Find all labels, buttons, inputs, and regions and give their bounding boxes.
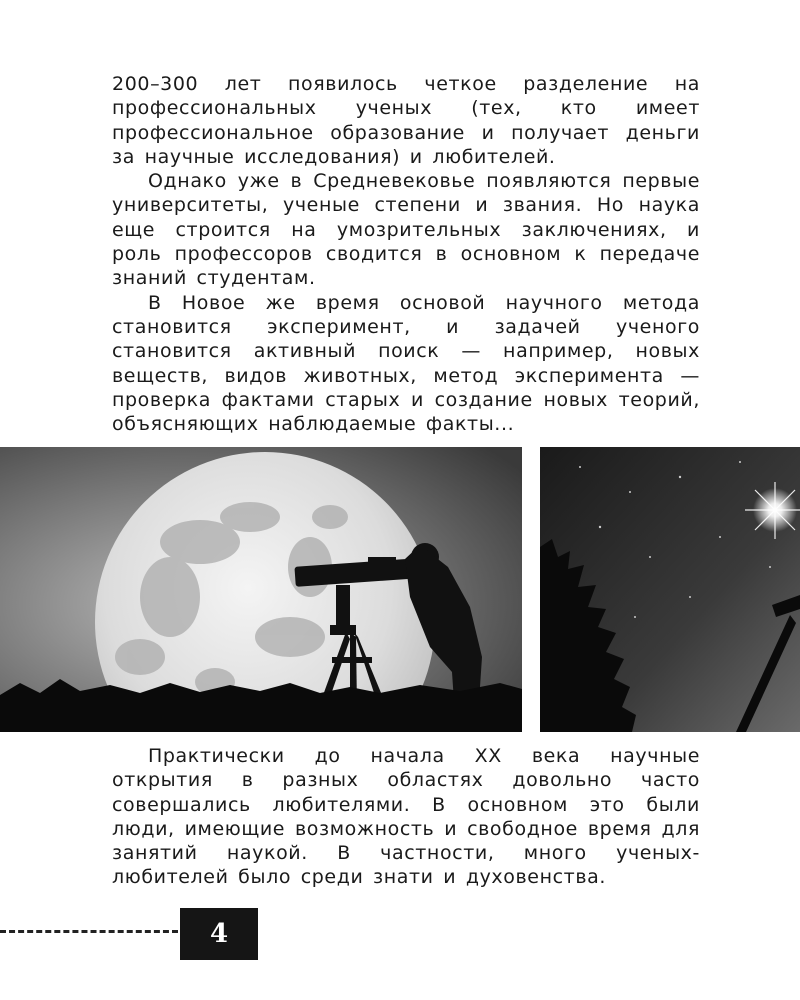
text-block-top	[112, 72, 700, 436]
page-number-box	[180, 908, 258, 960]
night-sky-telescope-photo	[540, 447, 800, 732]
text-block-bottom	[112, 744, 700, 890]
footer-dashed-line	[0, 930, 178, 933]
page-number: 4	[209, 919, 229, 949]
moon-telescope-photo	[0, 447, 522, 732]
paragraph: В Новое же время основой научного метода становится эксперимент, и задачей ученого становится активный поиск — например, новых веществ, видов животных, метод эксперимента — проверка фактами старых и создание новых теорий, объясняющих наблюдаемые факты...	[112, 291, 700, 436]
paragraph: Однако уже в Средневековье появляются первые университеты, ученые степени и звания. Но наука еще строится на умозрительных заключениях, и роль профессоров сводится в основном к передаче знаний студентам.	[112, 170, 700, 290]
paragraph: Практически до начала XX века научные открытия в разных областях довольно часто совершались любителями. В основном это были люди, имеющие возможность и свободное время для занятий наукой. В частности, много ученых-любителей было среди знати и духовенства.	[112, 745, 700, 889]
paragraph: 200–300 лет появилось четкое разделение на профессиональных ученых (тех, кто имеет профессиональное образование и получает деньги за научные исследования) и любителей.	[112, 73, 700, 168]
